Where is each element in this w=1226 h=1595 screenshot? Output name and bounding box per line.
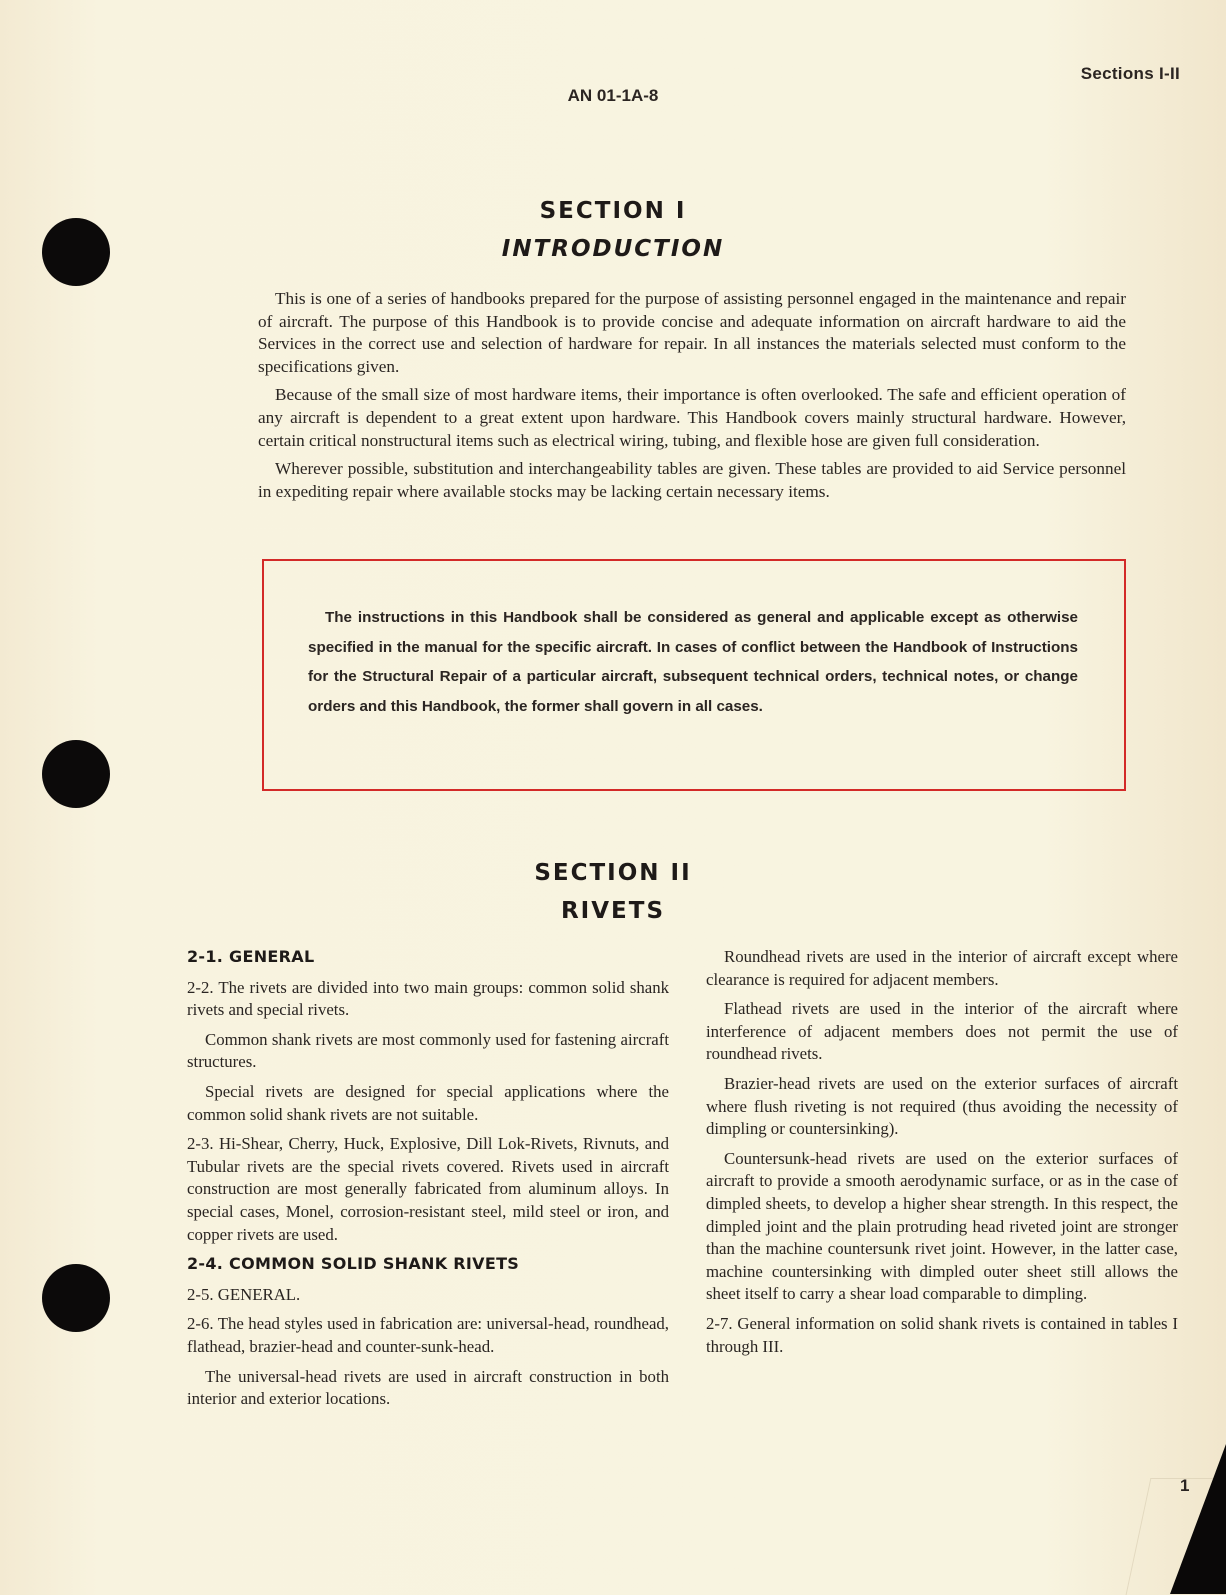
section-2-title: RIVETS [560,898,666,924]
paragraph-2-7: 2-7. General information on solid shank rivets is contained in tables I through III. [706,1313,1178,1356]
paragraph-2-5: 2-5. GENERAL. [187,1284,301,1304]
binder-hole-middle [42,740,110,808]
intro-paragraph: Wherever possible, substitution and interchangeability tables are given. These tables are provided to aid Service personnel in expediting repair where available stocks may be lacking certain necessary items. [258,459,1126,501]
paragraph-universal-head: The universal-head rivets are used in aircraft construction in both interior and exterior locations. [187,1366,669,1409]
paragraph-2-6: 2-6. The head styles used in fabrication are: universal-head, roundhead, flathead, brazier-head and counter-sunk-head. [187,1314,669,1356]
paragraph-brazier-head: Brazier-head rivets are used on the exterior surfaces of aircraft where flush riveting is not required (thus avoiding the necessity of dimpling or countersinking). [706,1073,1178,1139]
intro-paragraph: Because of the small size of most hardware items, their importance is often overlooked. The safe and efficient operation of any aircraft is dependent to a great extent upon hardware. This Handbook covers mainly structural hardware. However, certain critical nonstructural items such as electrical wiring, tubing, and flexible hose are given full consideration. [258,385,1126,450]
section-2-number: SECTION II [534,860,692,886]
paragraph-2-2: 2-2. The rivets are divided into two main groups: common solid shank rivets and special rivets. [187,977,669,1020]
paragraph-common-shank: Common shank rivets are most commonly used for fastening aircraft structures. [187,1029,669,1072]
paragraph-roundhead: Roundhead rivets are used in the interior of aircraft except where clearance is required for adjacent members. [706,947,1178,989]
binder-hole-bottom [42,1264,110,1332]
paragraph-flathead: Flathead rivets are used in the interior of the aircraft where interference of adjacent members does not permit the use of roundhead rivets. [706,999,1178,1064]
section-1-title: INTRODUCTION [501,236,725,262]
page-number: 1 [1180,1476,1190,1495]
heading-2-1-general: 2-1. GENERAL [187,947,315,966]
section-1-number: SECTION I [539,198,687,224]
paragraph-countersunk-head: Countersunk-head rivets are used on the exterior surfaces of aircraft to provide a smooth aerodynamic surface, or as in the case of dimpled sheets, to develop a higher shear strength. In this respect, the dimpled joint and the plain protruding head riveted joint are stronger than the machine countersunk rivet joint. However, in the latter case, machine countersinking with dimpled outer sheet still allows the sheet itself to carry a shear load comparable to dimpling. [706,1148,1178,1304]
left-column [187,946,669,1418]
notice-box [262,559,1126,791]
heading-2-4-common-solid-shank: 2-4. COMMON SOLID SHANK RIVETS [187,1254,520,1274]
paragraph-special-rivets: Special rivets are designed for special applications where the common solid shank rivets are not suitable. [187,1081,669,1124]
document-id: AN 01-1A-8 [567,86,659,105]
right-column [706,946,1178,1365]
intro-paragraph: This is one of a series of handbooks prepared for the purpose of assisting personnel engaged in the maintenance and repair of aircraft. The purpose of this Handbook is to provide concise and adequate information on aircraft hardware to aid the Services in the correct use and selection of hardware for repair. In all instances the materials selected must conform to the specifications given. [258,289,1126,376]
introduction-body [258,288,1126,509]
paragraph-2-3: 2-3. Hi-Shear, Cherry, Huck, Explosive, Dill Lok-Rivets, Rivnuts, and Tubular rivets are the special rivets covered. Rivets used in aircraft construction are most generally fabricated from aluminum alloys. In special cases, Monel, corrosion-resistant steel, mild steel or iron, and copper rivets are used. [187,1134,669,1244]
page-corner-shadow [1170,1444,1226,1594]
sections-label: Sections I-II [1080,64,1180,83]
notice-text: The instructions in this Handbook shall be considered as general and applicable except as otherwise specified in the manual for the specific aircraft. In cases of conflict between the Handbook of Instructions for the Structural Repair of a particular aircraft, subsequent technical orders, technical notes, or change orders and this Handbook, the former shall govern in all cases. [308,609,1078,715]
